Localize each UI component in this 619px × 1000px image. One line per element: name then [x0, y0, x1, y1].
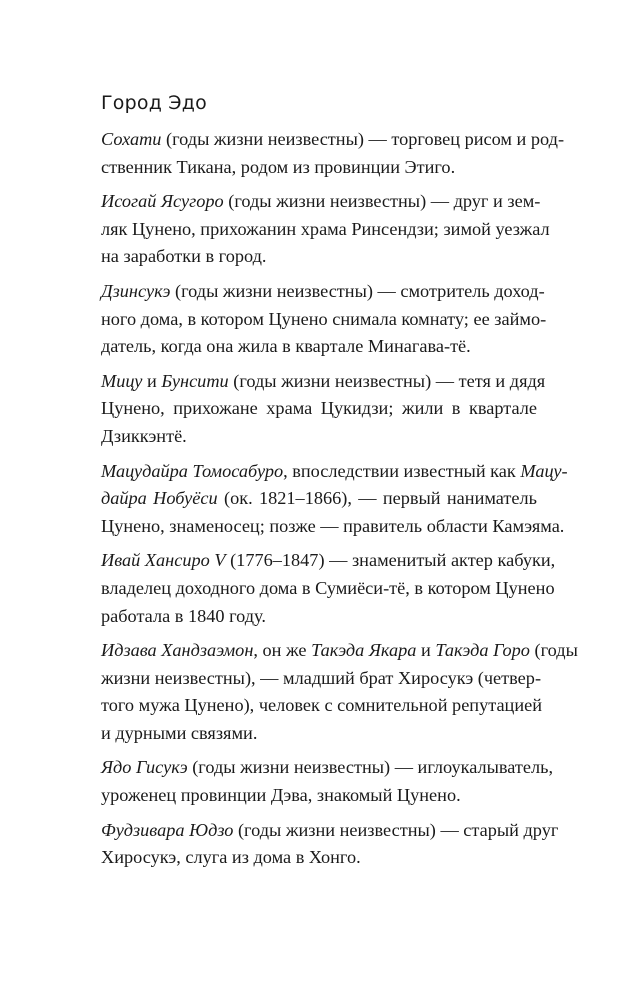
entry-line — [101, 368, 546, 396]
section-heading: Город Эдо — [101, 92, 207, 114]
entry-text: жизни неизвестны), — младший брат Хиросукэ (четвер- — [101, 667, 542, 688]
character-name: Ядо Гисукэ — [101, 757, 188, 778]
entry-text: Дзиккэнтё. — [101, 425, 187, 446]
character-name: Такэда Горо — [435, 640, 530, 661]
entry-line — [101, 126, 565, 154]
character-entry — [101, 278, 547, 361]
entry-text: (ок. 1821–1866), — первый наниматель — [217, 488, 537, 509]
document-page — [101, 92, 578, 879]
entry-text: ного дома, в котором Цунено снимала комнату; ее займо- — [101, 308, 547, 329]
character-name: Ивай Хансиро V — [101, 550, 226, 571]
entry-text: Цунено, знаменосец; позже — правитель области Камэяма. — [101, 515, 565, 536]
entry-text: Цунено, прихожане храма Цукидзи; жили в квартале — [101, 398, 537, 419]
character-name: Мацу- — [520, 460, 568, 481]
entry-line — [101, 637, 578, 665]
entry-line — [101, 154, 537, 182]
entry-line — [101, 817, 559, 845]
entry-text: и — [416, 640, 436, 661]
entry-line — [101, 844, 537, 872]
entry-text: (годы жизни неизвестны) — торговец рисом и род- — [161, 129, 565, 149]
character-list — [101, 126, 578, 872]
character-name: Мацудайра Томосабуро — [101, 460, 284, 481]
entry-text: датель, когда она жила в квартале Минагава-тё. — [101, 336, 471, 357]
entry-text: (1776–1847) — знаменитый актер кабуки, — [225, 550, 556, 571]
character-name: Исогай Ясугоро — [101, 191, 224, 212]
character-name: Дзинсукэ — [101, 280, 171, 301]
entry-line — [101, 423, 537, 451]
entry-line — [101, 754, 554, 782]
entry-line — [101, 692, 543, 720]
entry-line — [101, 603, 537, 631]
entry-line — [101, 278, 545, 306]
entry-text: (годы жизни неизвестны) — друг и зем- — [223, 191, 541, 212]
entry-text: (годы — [529, 640, 578, 661]
entry-text: и дурными связями. — [101, 722, 258, 743]
entry-text: (годы жизни неизвестны) — старый друг — [233, 819, 559, 840]
entry-text: ляк Цунено, прихожанин храма Ринсендзи; зимой уезжал — [101, 218, 550, 239]
entry-text: уроженец провинции Дэва, знакомый Цунено. — [101, 785, 461, 806]
entry-text: (годы жизни неизвестны) — иглоукалыватель, — [187, 757, 554, 778]
entry-line — [101, 333, 537, 361]
entry-line — [101, 485, 537, 513]
entry-line — [101, 575, 555, 603]
character-name: Такэда Якара — [311, 640, 417, 661]
character-entry — [101, 754, 554, 809]
character-entry — [101, 188, 550, 271]
character-name: Мицу — [101, 370, 143, 391]
entry-line — [101, 720, 537, 748]
character-entry — [101, 637, 578, 747]
character-name: Сохати — [101, 129, 162, 149]
entry-text: , он же — [253, 640, 312, 661]
character-entry — [101, 547, 556, 630]
entry-line — [101, 547, 556, 575]
character-name: дайра Нобуёси — [101, 488, 218, 509]
entry-line — [101, 458, 568, 486]
entry-line — [101, 306, 547, 334]
entry-text: владелец доходного дома в Сумиёси-тё, в котором Цунено — [101, 577, 555, 598]
character-name: Фудзивара Юдзо — [101, 819, 234, 840]
character-entry — [101, 126, 565, 181]
character-entry — [101, 368, 546, 451]
entry-line — [101, 395, 537, 423]
character-entry — [101, 458, 568, 541]
entry-text: (годы жизни неизвестны) — тетя и дядя — [228, 370, 546, 391]
entry-line — [101, 782, 537, 810]
entry-text: на заработки в город. — [101, 246, 267, 267]
entry-text: Хиросукэ, слуга из дома в Хонго. — [101, 847, 361, 868]
entry-line — [101, 665, 542, 693]
entry-line — [101, 188, 541, 216]
entry-line — [101, 513, 565, 541]
entry-line — [101, 243, 537, 271]
entry-text: ственник Тикана, родом из провинции Этиго. — [101, 156, 456, 177]
entry-text: работала в 1840 году. — [101, 605, 266, 626]
character-entry — [101, 817, 559, 872]
entry-text: и — [142, 370, 162, 391]
character-name: Бунсити — [161, 370, 229, 391]
entry-text: (годы жизни неизвестны) — смотритель доход- — [170, 280, 545, 301]
entry-line — [101, 216, 550, 244]
entry-text: , впоследствии известный как — [283, 460, 521, 481]
character-name: Идзава Хандзаэмон — [101, 640, 254, 661]
entry-text: того мужа Цунено), человек с сомнительной репутацией — [101, 695, 543, 716]
